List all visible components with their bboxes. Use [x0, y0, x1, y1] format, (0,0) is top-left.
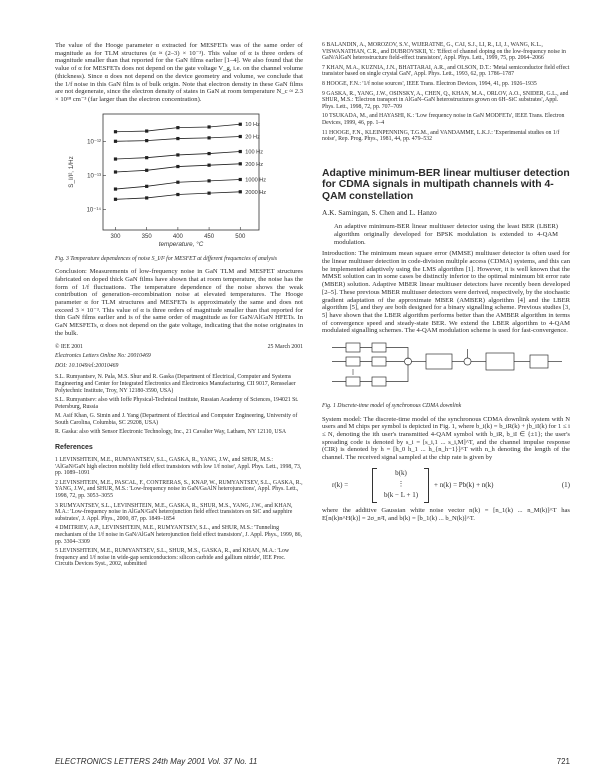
series-point: [114, 157, 117, 160]
series-point: [207, 136, 210, 139]
noise-adder-node: [464, 358, 471, 365]
article-authors: A.K. Samingan, S. Chen and L. Hanzo: [322, 208, 437, 218]
page-footer: [55, 757, 570, 766]
right-column: [322, 42, 570, 526]
series-point: [176, 137, 179, 140]
reference-item: 1 LEVINSHTEIN, M.E., RUMYANTSEV, S.L., GASKA, R., YANG, J.W., and SHUR, M.S.: 'AlGaN/GaN high electron mobility field effect transistors with low 1/f noise', Appl. Phys. Lett., 1998, 73, pp. 1089–1091: [55, 457, 302, 477]
affiliation-2: S.L. Rumyantsev: also with Ioffe Physical-Technical Institute, Russian Academy of Sciences, 194021 St. Petersburg, Russia: [55, 397, 299, 410]
journal-info: ELECTRONICS LETTERS 24th May 2001 Vol. 37 No. 11: [55, 757, 258, 766]
channel-box: [426, 354, 452, 369]
decision-box: [530, 355, 548, 368]
reference-item: 7 KHAN, M.A., KUZNIA, J.N., BHATTARAI, A.R., and OLSON, D.T.: 'Metal semiconductor field effect transistor based on single crystal GaN', Appl. Phys. Lett., 1993, 62, pp. 1786–1787: [322, 64, 570, 78]
series-point: [114, 197, 117, 200]
x-tick-label: 300: [110, 233, 121, 240]
received-date: 25 March 2001: [267, 343, 303, 350]
references-list-right: [322, 42, 570, 143]
equation-1: [322, 466, 570, 504]
summer-node: [405, 358, 412, 365]
series-point: [145, 168, 148, 171]
equation-rhs: + n(k) = Pb(k) + n(k): [434, 480, 494, 489]
series-point: [176, 180, 179, 183]
detector-box: [486, 353, 514, 370]
series-point: [114, 130, 117, 133]
reference-item: 4 DMITRIEV, A.P., LEVINSHTEIN, M.E., RUMYANTSEV, S.L., and SHUR, M.S.: 'Tunneling mechanism of the 1/f noise in GaN/AlGaN heterojunction field effect transistors', J. Appl. Phys., 1999, 86, pp. 3304–3309: [55, 525, 302, 545]
series-point: [239, 150, 242, 153]
equation-matrix: [380, 468, 422, 501]
cdma-block-diagram: [322, 339, 570, 395]
publication-meta: [55, 344, 303, 370]
doi: DOI: 10.1049/el:20010469: [55, 362, 119, 369]
series-point: [145, 156, 148, 159]
series-point: [207, 125, 210, 128]
references-list-left: [55, 457, 303, 568]
system-model-paragraph: System model: The discrete-time model of the synchronous CDMA downlink system with N users and M chips per symbol is depicted in Fig. 1, where b_i(k) = b_iR(k) + jb_iI(k) for 1 ≤ i ≤ N, denoting the ith user's transmitted 4-QAM symbol with b_iR, b_iI ∈ {±1}; the user's spreading code is denoted by s_i = [s_i,1 ... s_i,M]^T, and the channel impulse response (CIR) is denoted by h = [h_0 h_1 ... h_{n_h−1}]^T with n_h denoting the length of the channel. The received signal sampled at the chip rate is given by: [322, 415, 570, 462]
reference-item: 8 HOOGE, F.N.: '1/f noise sources', IEEE Trans. Electron Devices, 1994, 41, pp. 1926–1935: [322, 80, 537, 87]
x-axis-label: temperature, °C: [158, 240, 204, 248]
affiliation-1: S.L. Rumyantsev, N. Pala, M.S. Shur and R. Gaska (Department of Electrical, Computer and Systems Engineering and Center for Integrated Electronics and Electronics Manufacturing, CII 9017, Rensselaer Polytechnic Institute, Troy, NY 12180-3590, USA): [55, 374, 296, 394]
series-point: [239, 135, 242, 138]
series-point: [114, 139, 117, 142]
y-tick-label: 10⁻¹⁴: [86, 207, 101, 214]
gain-n-box: [372, 377, 386, 386]
series-label: 10 Hz: [245, 121, 260, 128]
page-number: 721: [556, 757, 570, 766]
abstract: An adaptive minimum-BER linear multiuser detector using the least BER (LBER) algorithm originally developed for BPSK modulation is extended to 4-QAM modulation.: [334, 223, 558, 246]
series-label: 2000 Hz: [245, 189, 267, 196]
reference-item: 10 TSUKADA, M., and HAYASHI, K.: 'Low frequency noise in GaN MODFETs', IEEE Trans. Electron Devices, 1999, 46, pp. 1–4: [322, 113, 565, 126]
reference-item: 6 BALANDIN, A., MOROZOV, S.V., WIJERATNE, G., CAI, S.J., LI, R., LI, J., WANG, K.L., VISWANATHAN, C.R., and DUBROVSKII, Y.: 'Effect of channel doping on the low-frequency noise in GaN/AlGaN heterostructure field-effect transistors', Appl. Phys. Lett., 1999, 75, pp. 2064–2066: [322, 42, 566, 62]
y-tick-label: 10⁻¹³: [87, 173, 101, 180]
series-point: [145, 139, 148, 142]
series-point: [239, 178, 242, 181]
series-point: [176, 193, 179, 196]
series-point: [207, 163, 210, 166]
series-point: [145, 196, 148, 199]
series-point: [145, 184, 148, 187]
online-number: Electronics Letters Online No: 20010469: [55, 353, 151, 360]
affiliation-4: R. Gaska: also with Sensor Electronic Technology, Inc., 21 Cavalier Way, Latham, NY 12110, USA: [55, 429, 287, 436]
series-label: 100 Hz: [245, 149, 264, 156]
gain-1-box: [372, 343, 386, 352]
matrix-row: b(k): [395, 468, 407, 477]
series-point: [176, 165, 179, 168]
user-n-spreader-box: [346, 377, 360, 386]
conclusion-paragraph: Conclusion: Measurements of low-frequency noise in GaN TLM and MESFET structures fabricated on doped thick GaN films have shown that at room temperature, the noise has the form of 1/f fluctuations. The temperature dependence of the noise shows the weak contribution of generation–recombination noise at elevated temperatures. The Hooge parameter α for TLM structures and MESFETs is approximately the same and does not exceed 3 × 10⁻³. This value of α is three orders of magnitude smaller than that reported for thin GaN films earlier and is of the same order of magnitude as for GaN/AlGaN HFETs. In GaN MESFETs, α does not depend on the gate voltage, indicating that the noise originates in the bulk.: [55, 268, 303, 337]
noise-temperature-chart: [55, 108, 303, 248]
x-tick-label: 400: [172, 233, 183, 240]
figure-1-caption: Fig. 1 Discrete-time model of synchronous CDMA downlink: [322, 403, 462, 410]
left-column: [55, 42, 303, 571]
equation-number: (1): [561, 480, 570, 489]
copyright-notice: © IEE 2001: [55, 343, 83, 350]
where-paragraph: where the additive Gaussian white noise vector n(k) = [n_1(k) ... n_M(k)]^T has E[n(k)n^H(k)] = 2σ_n²I, and b(k) = [b_1(k) ... b_N(k)]^T.: [322, 506, 570, 522]
article-title: Adaptive minimum-BER linear multiuser detection for CDMA signals in multipath channels with 4-QAM constellation: [322, 167, 570, 202]
reference-item: 5 LEVINSHTEIN, M.E., RUMYANTSEV, S.L., SHUR, M.S., GASKA, R., and KHAN, M.A.: 'Low frequency and 1/f noise in wide-gap semiconductors: silicon carbide and gallium nitride', IEE Proc. Circuits Devices Syst., 2002, submitted: [55, 548, 290, 568]
matrix-row: b(k − L + 1): [383, 490, 419, 499]
user-2-spreader-box: [346, 357, 360, 366]
reference-item: 9 GASKA, R., YANG, J.W., OSINSKY, A., CHEN, Q., KHAN, M.A., ORLOV, A.O., SNIDER, G.L., and SHUR, M.S.: 'Electron transport in AlGaN–GaN heterostructures grown on 6H–SiC substrates', Appl. Phys. Lett., 1998, 72, pp. 707–709: [322, 90, 569, 110]
series-point: [176, 153, 179, 156]
user-1-spreader-box: [346, 343, 360, 352]
series-label: 1000 Hz: [245, 177, 267, 184]
x-tick-label: 500: [235, 233, 246, 240]
series-point: [239, 162, 242, 165]
signal-path-n: [332, 364, 408, 382]
gain-2-box: [372, 357, 386, 366]
references-heading: References: [55, 444, 93, 452]
figure-noise-temperature: [55, 108, 303, 263]
x-tick-label: 350: [141, 233, 152, 240]
series-point: [239, 190, 242, 193]
series-point: [114, 187, 117, 190]
series-point: [114, 170, 117, 173]
introduction-paragraph: Introduction: The minimum mean square error (MMSE) multiuser detector is often used for the linear multiuser detection in code-division multiple access (CDMA) systems, and this can be implemented adaptively using the LMS algorithm [1]. However, it is well known that the MMSE solution can in some cases be distinctly inferior to the optimal minimum bit error rate (MBER) solution. Adaptive MBER linear multiuser detectors have recently been developed [2–5]. These previous MBER multiuser detectors were derived, respectively, by the stochastic gradient adaptation of the approximate MBER (AMBER) algorithm [4] and the LBER algorithm [5], and they are both designed for a binary signalling scheme. Previous studies [3, 5] have shown that the LBER algorithm performs better than the AMBER algorithm in terms of convergence speed and steady-state BER. We extend the LBER algorithm to 4-QAM modulated signalling schemes. The 4-QAM modulation scheme is used for fast-convergence.: [322, 250, 570, 335]
chart-series: [114, 122, 242, 200]
series-point: [145, 129, 148, 132]
y-axis-label: S_I/I², 1/Hz: [68, 155, 75, 188]
series-point: [207, 191, 210, 194]
reference-item: 2 LEVINSHTEIN, M.E., PASCAL, F., CONTRERAS, S., KNAP, W., RUMYANTSEV, S.L., GASKA, R., YANG, J.W., and SHUR, M.S.: 'Low-frequency noise in GaN/GaAlN heterojunctions', Appl. Phys. Lett., 1998, 72, pp. 3053–3055: [55, 479, 303, 500]
series-point: [207, 152, 210, 155]
intro-paragraph: The value of the Hooge parameter α extracted for MESFETs was of the same order of magnitude as for TLM structures (α ≈ (2–3) × 10⁻³). This value of α is three orders of magnitude smaller than that reported for the GaN films earlier [1–4]. We also found that the value of α for MESFETs does not depend on the gate voltage V_g, i.e. on the channel volume (thickness). Since α does not depend on the device geometry and volume, we conclude that the 1/f noise in this GaN film is of bulk origin. Note that electron density in these GaN films are not degenerate, since the electron density of states in GaN at room temperature N_c ≈ 2.3 × 10¹⁸ cm⁻³ (far larger than the electron concentration).: [55, 42, 303, 103]
series-label: 200 Hz: [245, 161, 264, 168]
x-tick-label: 450: [204, 233, 215, 240]
affiliation-3: M. Asif Khan, G. Simin and J. Yang (Department of Electrical and Computer Engineering, University of South Carolina, Columbia, SC 29208, USA): [55, 413, 298, 426]
y-tick-label: 10⁻¹²: [87, 138, 101, 145]
chart-labels: [68, 122, 266, 248]
figure-cdma-model: [322, 339, 570, 410]
reference-item: 11 HOOGE, F.N., KLEINPENNING, T.G.M., and VANDAMME, L.K.J.: 'Experimental studies on 1/f noise', Rep. Prog. Phys., 1981, 44, pp. 479–532: [322, 129, 560, 143]
series-label: 20 Hz: [245, 134, 260, 141]
equation-bracket-left: [372, 468, 377, 503]
figure-3-caption: Fig. 3 Temperature dependences of noise S_I/I² for MESFET at different frequencies of analysis: [55, 255, 277, 262]
series-point: [176, 126, 179, 129]
matrix-row: ⋮: [397, 479, 405, 488]
equation-bracket-right: [424, 468, 429, 503]
equation-lhs: r(k) =: [332, 480, 349, 489]
reference-item: 3 RUMYANTSEV, S.L., LEVINSHTEIN, M.E., GASKA, R., SHUR, M.S., YANG, J.W., and KHAN, M.A.: 'Low-frequency noise in AlGaN/GaN heterojunction field effect transistors on SiC and sapphire substrates', J. Appl. Phys., 2000, 87, pp. 1849–1854: [55, 502, 293, 522]
series-point: [207, 179, 210, 182]
signal-path-1: [332, 348, 408, 360]
series-point: [239, 122, 242, 125]
